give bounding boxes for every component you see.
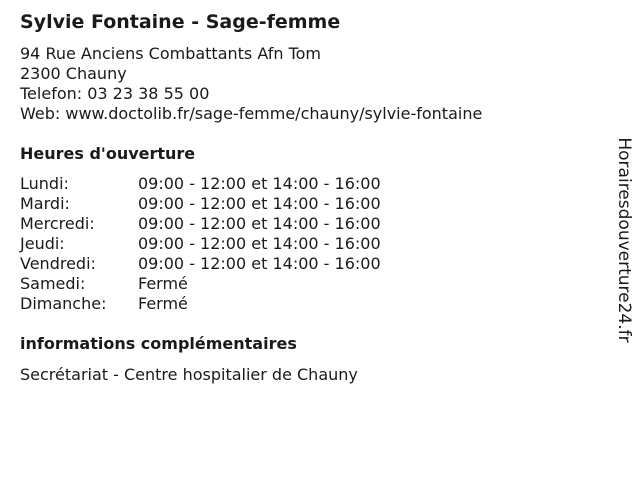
site-watermark: Horairesdouverture24.fr (614, 137, 634, 343)
phone-number: Telefon: 03 23 38 55 00 (20, 84, 210, 103)
hours-row-monday (20, 174, 381, 194)
hours-row-wednesday (20, 214, 381, 234)
day-label: Mercredi: (20, 214, 95, 233)
time-value: Fermé (138, 274, 188, 293)
day-label: Dimanche: (20, 294, 107, 313)
website-link: Web: www.doctolib.fr/sage-femme/chauny/sylvie-fontaine (20, 104, 483, 123)
hours-row-tuesday (20, 194, 381, 214)
time-value: 09:00 - 12:00 et 14:00 - 16:00 (138, 174, 381, 193)
day-label: Mardi: (20, 194, 70, 213)
time-value: 09:00 - 12:00 et 14:00 - 16:00 (138, 194, 381, 213)
additional-info-text: Secrétariat - Centre hospitalier de Chauny (20, 365, 358, 384)
hours-row-sunday (20, 294, 381, 314)
day-label: Vendredi: (20, 254, 96, 273)
day-label: Samedi: (20, 274, 86, 293)
time-value: Fermé (138, 294, 188, 313)
address-city: 2300 Chauny (20, 64, 127, 83)
day-label: Lundi: (20, 174, 69, 193)
time-value: 09:00 - 12:00 et 14:00 - 16:00 (138, 234, 381, 253)
time-value: 09:00 - 12:00 et 14:00 - 16:00 (138, 254, 381, 273)
opening-hours-table (20, 174, 381, 314)
contact-block (20, 44, 482, 124)
opening-hours-heading: Heures d'ouverture (20, 144, 196, 163)
additional-info-heading: informations complémentaires (20, 334, 297, 353)
hours-row-saturday (20, 274, 381, 294)
day-label: Jeudi: (20, 234, 65, 253)
time-value: 09:00 - 12:00 et 14:00 - 16:00 (138, 214, 381, 233)
address-street: 94 Rue Anciens Combattants Afn Tom (20, 44, 322, 63)
hours-row-friday (20, 254, 381, 274)
hours-row-thursday (20, 234, 381, 254)
page-title: Sylvie Fontaine - Sage-femme (20, 11, 341, 33)
